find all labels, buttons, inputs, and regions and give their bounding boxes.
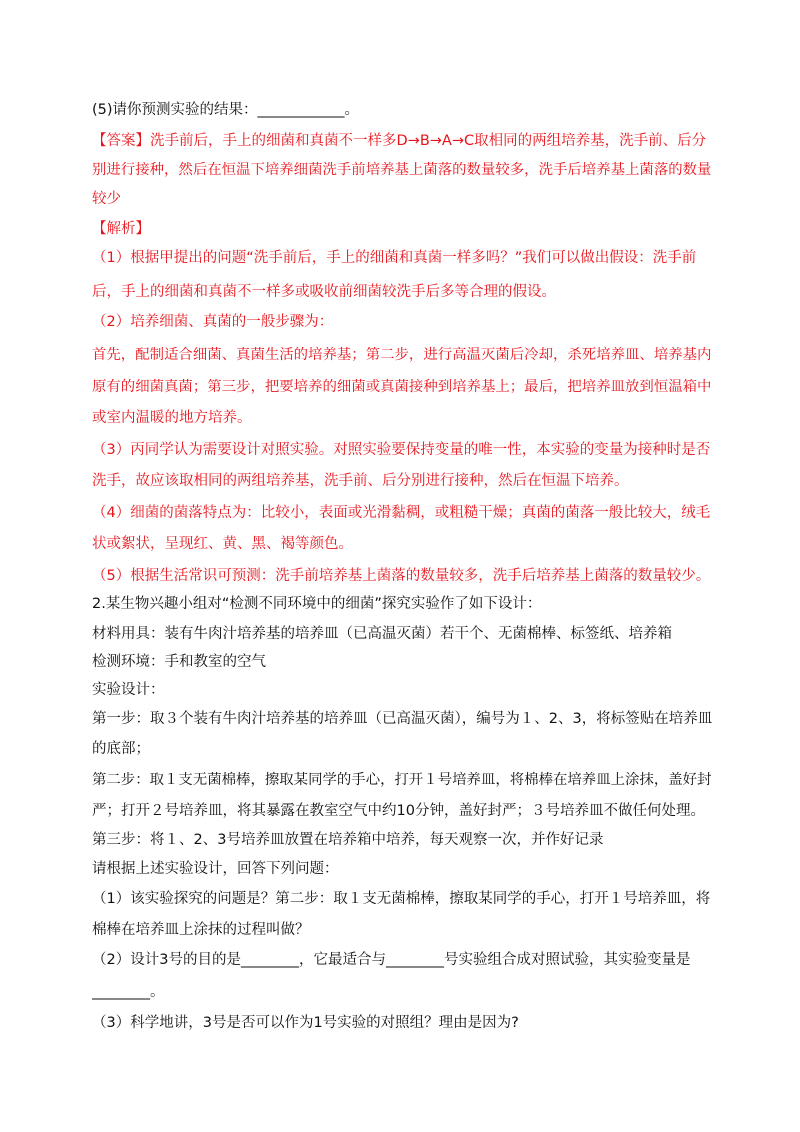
- answer-line-1: 【答案】洗手前后，手上的细菌和真菌不一样多D→B→A→C取相同的两组培养基，洗手前、后分: [92, 133, 707, 149]
- questions-intro: 请根据上述实验设计，回答下列问题：: [92, 861, 339, 877]
- question-2-intro: 2.某生物兴趣小组对“检测不同环境中的细菌”探究实验作了如下设计：: [92, 596, 542, 612]
- step-3-line: 第三步：将１、2、3号培养皿放置在培养箱中培养，每天观察一次，并作好记录: [92, 832, 604, 848]
- question-5-prompt: (5)请你预测实验的结果：____________。: [92, 102, 360, 118]
- environment-line: 检测环境：手和教室的空气: [92, 654, 266, 670]
- analysis-2-line-2: 原有的细菌真菌；第三步，把要培养的细菌或真菌接种到培养基上；最后，把培养皿放到恒温箱中: [92, 379, 712, 395]
- step-2-line-1: 第二步：取１支无菌棉棒，擦取某同学的手心，打开１号培养皿，将棉棒在培养皿上涂抹，盖好封: [92, 772, 712, 788]
- analysis-3-line-1: （3）丙同学认为需要设计对照实验。对照实验要保持变量的唯一性，本实验的变量为接种时是否: [92, 442, 711, 458]
- answer-line-2: 别进行接种，然后在恒温下培养细菌洗手前培养基上菌落的数量较多，洗手后培养基上菌落的数量: [92, 162, 712, 178]
- design-heading: 实验设计：: [92, 682, 165, 698]
- answer-line-3: 较少: [92, 191, 121, 207]
- analysis-heading: 【解析】: [92, 221, 150, 237]
- question-2-line-2: ________。: [92, 984, 165, 1000]
- analysis-4-line-1: （4）细菌的菌落特点为：比较小，表面或光滑黏稠，或粗糙干燥；真菌的菌落一般比较大，绒毛: [92, 505, 711, 521]
- analysis-3-line-2: 洗手，故应该取相同的两组培养基，洗手前、后分别进行接种，然后在恒温下培养。: [92, 473, 629, 489]
- question-2-line-1: （2）设计3号的目的是________，它最适合与________号实验组合成对照试验，其实验变量是: [92, 952, 691, 968]
- step-1-line-1: 第一步：取３个装有牛肉汁培养基的培养皿（已高温灭菌），编号为１、2、3，将标签贴在培养皿: [92, 711, 712, 727]
- analysis-4-line-2: 状或絮状，呈现红、黄、黑、褐等颜色。: [92, 536, 353, 552]
- materials-line: 材料用具：装有牛肉汁培养基的培养皿（已高温灭菌）若干个、无菌棉棒、标签纸、培养箱: [92, 626, 672, 642]
- analysis-5-line: （5）根据生活常识可预测：洗手前培养基上菌落的数量较多，洗手后培养基上菌落的数量较少。: [92, 568, 711, 584]
- question-1-line-2: 棉棒在培养皿上涂抹的过程叫做？: [92, 922, 310, 938]
- analysis-1-line-2: 后，手上的细菌和真菌不一样多或吸收前细菌较洗手后多等合理的假设。: [92, 284, 556, 300]
- step-2-line-2: 严；打开２号培养皿，将其暴露在教室空气中约10分钟，盖好封严；３号培养皿不做任何处理。: [92, 803, 705, 819]
- analysis-2-line-1: 首先，配制适合细菌、真菌生活的培养基；第二步，进行高温灭菌后冷却，杀死培养皿、培养基内: [92, 347, 712, 363]
- step-1-line-2: 的底部；: [92, 741, 150, 757]
- question-3-line: （3）科学地讲，3号是否可以作为1号实验的对照组？理由是因为?: [92, 1015, 519, 1031]
- analysis-2-line-3: 或室内温暖的地方培养。: [92, 410, 252, 426]
- question-1-line-1: （1）该实验探究的问题是？第二步：取１支无菌棉棒，擦取某同学的手心，打开１号培养皿，将: [92, 891, 711, 907]
- analysis-2-heading: （2）培养细菌、真菌的一般步骤为：: [92, 314, 334, 330]
- analysis-1-line-1: （1）根据甲提出的问题“洗手前后，手上的细菌和真菌一样多吗？”我们可以做出假设：洗手前: [92, 250, 697, 266]
